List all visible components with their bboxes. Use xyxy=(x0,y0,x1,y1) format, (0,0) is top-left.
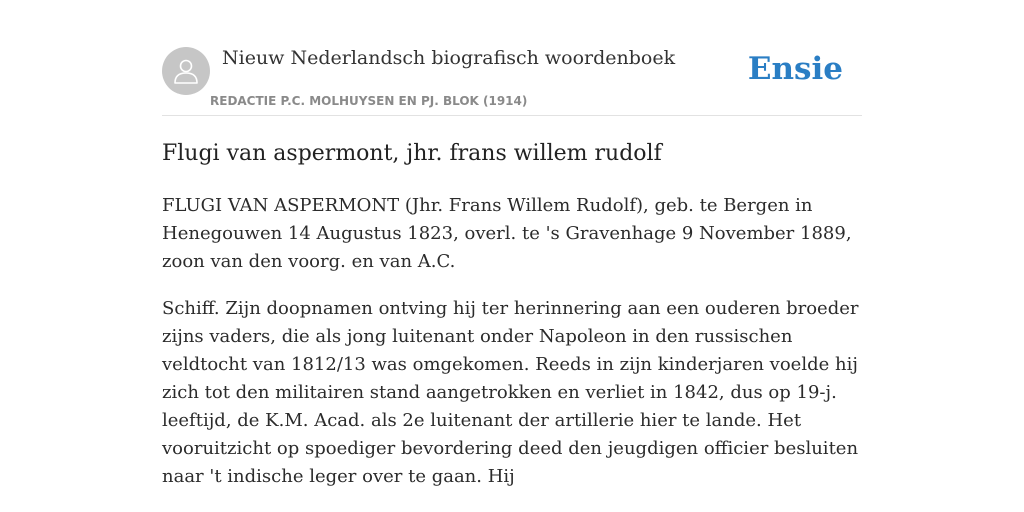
entry-paragraph: FLUGI VAN ASPERMONT (Jhr. Frans Willem Rudolf), geb. te Bergen in Henegouwen 14 Augustus 1823, overl. te 's Gravenhage 9 November 1889, zoon van den voorg. en van A.C. xyxy=(162,195,852,272)
book-title[interactable]: Nieuw Nederlandsch biografisch woordenboek xyxy=(222,47,676,69)
avatar[interactable] xyxy=(162,47,210,95)
user-icon xyxy=(172,57,200,85)
brand-logo[interactable]: Ensie xyxy=(747,51,843,87)
header xyxy=(162,40,862,116)
editors-label: REDACTIE P.C. MOLHUYSEN EN PJ. BLOK (1914) xyxy=(210,94,528,108)
entry-paragraph: Schiff. Zijn doopnamen ontving hij ter herinnering aan een ouderen broeder zijns vaders, die als jong luitenant onder Napoleon in den russischen veldtocht van 1812/13 was omgekomen. Reeds in zijn kinderjaren voelde hij zich tot den militairen stand aangetrokken en verliet in 1842, dus op 19-j. leeftijd, de K.M. Acad. als 2e luitenant der artillerie hier te lande. Het vooruitzicht op spoediger bevordering deed den jeugdigen officier besluiten naar 't indische leger over te gaan. Hij xyxy=(162,298,859,487)
entry-title: Flugi van aspermont, jhr. frans willem rudolf xyxy=(162,141,662,166)
